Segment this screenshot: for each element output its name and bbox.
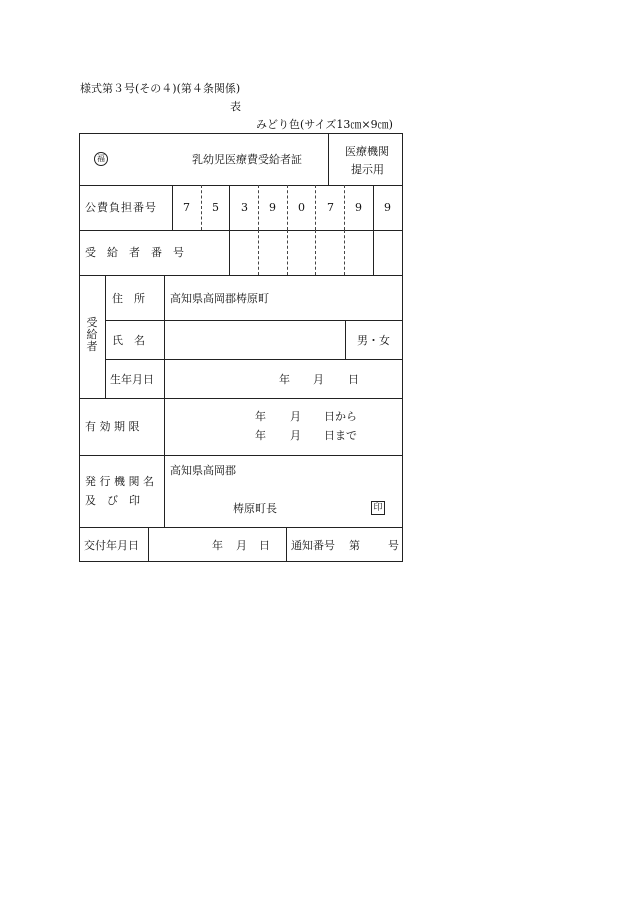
- address-label: 住 所: [112, 292, 145, 305]
- col-divider: [105, 275, 106, 398]
- payer-digit: 0: [298, 201, 305, 214]
- payer-digit: 7: [327, 201, 334, 214]
- form-number: 様式第３号(その４)(第４条関係): [80, 82, 241, 95]
- row-divider: [79, 527, 403, 528]
- color-size-note: みどり色(サイズ13㎝×9㎝): [256, 118, 393, 131]
- birth-month: 月: [313, 373, 324, 386]
- digit-divider: [258, 230, 259, 275]
- card-title: 乳幼児医療費受給者証: [192, 153, 302, 166]
- issuer-mayor: 梼原町長: [233, 502, 277, 515]
- sex-value: 男・女: [357, 334, 390, 347]
- row-divider: [79, 185, 403, 186]
- notice-label: 通知番号: [291, 539, 335, 552]
- recipient-group-label: 受給者: [86, 316, 98, 353]
- payer-digit: 3: [241, 201, 248, 214]
- valid-from-year: 年: [255, 410, 266, 423]
- validity-label: 有 効 期 限: [85, 420, 140, 433]
- name-label: 氏 名: [112, 334, 145, 347]
- row-divider: [105, 320, 403, 321]
- notice-go: 号: [388, 539, 399, 552]
- notice-dai: 第: [349, 539, 360, 552]
- digit-divider: [315, 230, 316, 275]
- col-divider: [172, 185, 173, 230]
- payer-digit: 9: [269, 201, 276, 214]
- row-divider: [79, 455, 403, 456]
- col-divider: [164, 275, 165, 398]
- birth-year: 年: [279, 373, 290, 386]
- medical-label-line1: 医療機関: [345, 145, 389, 158]
- address-value: 高知県高岡郡梼原町: [170, 292, 269, 305]
- payer-digit: 7: [183, 201, 190, 214]
- col-divider: [229, 230, 230, 275]
- digit-divider: [315, 185, 316, 230]
- col-divider: [148, 527, 149, 562]
- col-divider: [373, 230, 374, 275]
- valid-from-month: 月: [290, 410, 301, 423]
- valid-from-day: 日から: [324, 410, 357, 423]
- welfare-seal-icon: 福: [94, 152, 108, 166]
- recipient-number-label: 受 給 者 番 号: [85, 246, 184, 259]
- col-divider: [164, 398, 165, 527]
- payer-digit: 5: [212, 201, 219, 214]
- row-divider: [105, 359, 403, 360]
- col-divider: [229, 185, 230, 230]
- col-divider: [345, 320, 346, 359]
- digit-divider: [344, 185, 345, 230]
- digit-divider: [201, 185, 202, 230]
- birth-label: 生年月日: [110, 373, 154, 386]
- medical-label-line2: 提示用: [351, 163, 384, 176]
- birth-day: 日: [348, 373, 359, 386]
- issue-date-label: 交付年月日: [84, 539, 139, 552]
- issue-day: 日: [259, 539, 270, 552]
- payer-digit: 9: [355, 201, 362, 214]
- digit-divider: [287, 230, 288, 275]
- digit-divider: [258, 185, 259, 230]
- side-label: 表: [230, 100, 241, 113]
- issue-month: 月: [236, 539, 247, 552]
- row-divider: [79, 275, 403, 276]
- digit-divider: [344, 230, 345, 275]
- issue-year: 年: [212, 539, 223, 552]
- valid-to-day: 日まで: [324, 429, 357, 442]
- col-divider: [373, 185, 374, 230]
- row-divider: [79, 230, 403, 231]
- payer-number-label: 公費負担番号: [85, 201, 157, 214]
- official-seal-icon: 印: [371, 501, 385, 515]
- issuer-prefecture: 高知県高岡郡: [170, 464, 236, 477]
- payer-digit: 9: [384, 201, 391, 214]
- col-divider: [328, 133, 329, 185]
- row-divider: [79, 398, 403, 399]
- valid-to-year: 年: [255, 429, 266, 442]
- issuer-label-line2: 及 び 印: [85, 494, 140, 507]
- valid-to-month: 月: [290, 429, 301, 442]
- digit-divider: [287, 185, 288, 230]
- issuer-label-line1: 発 行 機 関 名: [85, 475, 154, 488]
- col-divider: [286, 527, 287, 562]
